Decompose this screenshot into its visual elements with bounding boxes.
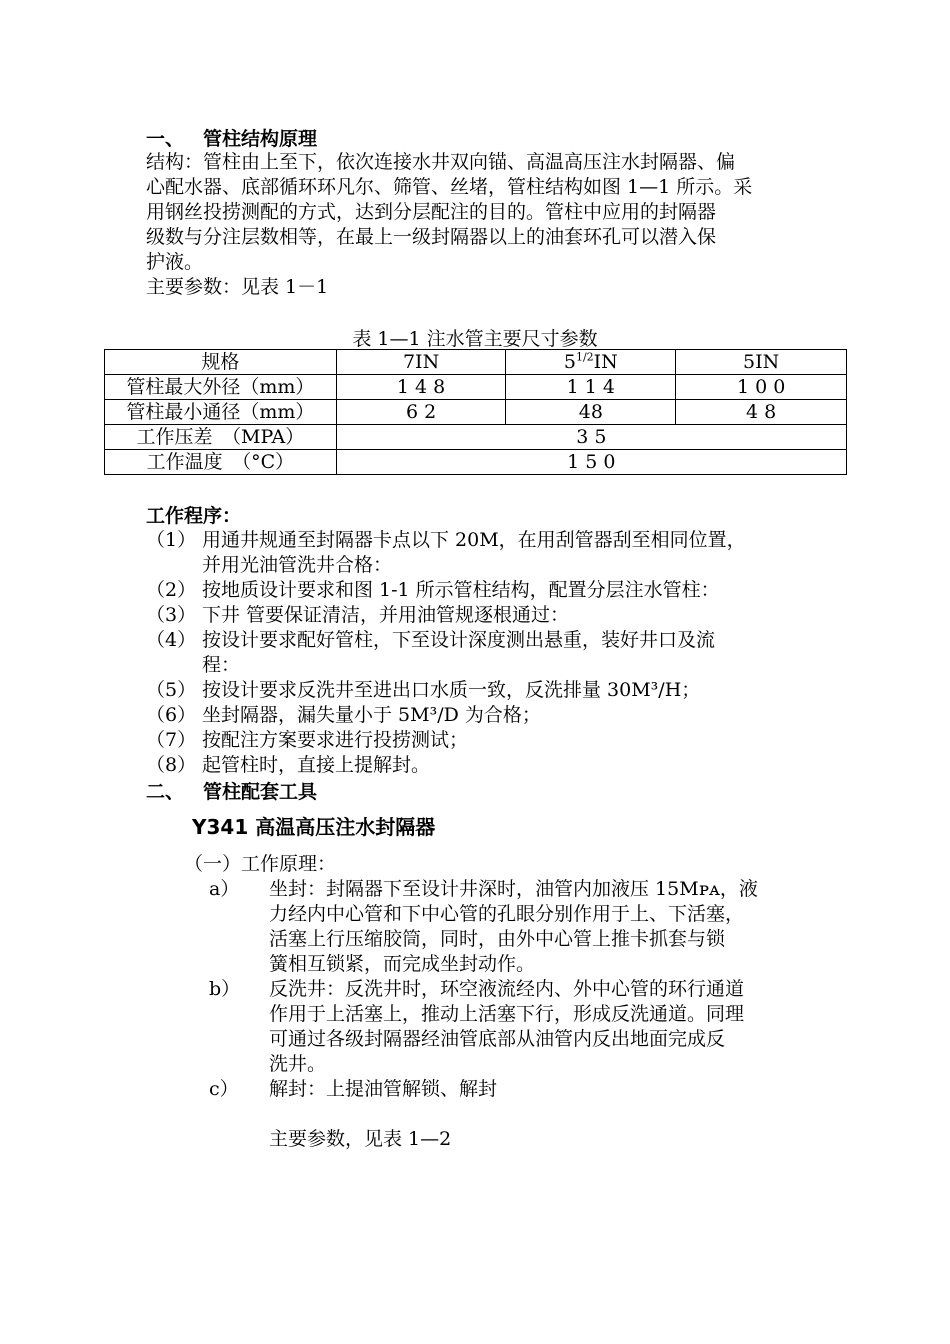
table-row	[105, 375, 847, 400]
procedure-step	[146, 628, 715, 653]
procedure-step	[146, 728, 468, 753]
step-text: 坐封隔器，漏失量小于 5M³/D 为合格；	[202, 704, 541, 726]
step-text: 按设计要求配好管柱，下至设计深度测出悬重，装好井口及流	[202, 629, 716, 651]
item-text	[269, 977, 821, 1077]
procedure-step	[146, 578, 720, 603]
item-line: 反洗井：反洗井时，环空液流经内、外中心管的环行通道	[269, 978, 745, 1000]
section-2-number: 二、	[146, 781, 185, 803]
header-5-base: 5	[563, 351, 576, 373]
step-text: 下井 管要保证清洁，并用油管规逐根通过：	[202, 604, 570, 626]
tool-title: Y341 高温高压注水封隔器	[192, 815, 436, 839]
procedure-step	[146, 678, 700, 703]
structure-line: 结构：管柱由上至下，依次连接水井双向锚、高温高压注水封隔器、偏	[146, 151, 736, 173]
table-header-cell: 5IN	[676, 350, 847, 375]
table-row	[105, 425, 847, 450]
procedure-step	[146, 603, 569, 628]
section-1-heading	[0, 124, 950, 150]
table-row	[105, 400, 847, 425]
procedure-step	[146, 703, 541, 728]
item-text	[269, 877, 821, 977]
step-text: 按地质设计要求和图 1-1 所示管柱结构，配置分层注水管柱：	[202, 579, 720, 601]
step-text: 起管柱时，直接上提解封。	[202, 754, 431, 776]
table-cell: 1 0 0	[676, 375, 847, 400]
item-line: 簧相互锁紧，而完成坐封动作。	[269, 953, 536, 975]
step-text: 按配注方案要求进行投捞测试；	[202, 729, 469, 751]
tool-params: 主要参数，见表 1—2	[269, 1128, 452, 1150]
table-cell: 1 1 4	[506, 375, 676, 400]
principle-heading: （一）工作原理：	[184, 853, 337, 875]
procedure-title: 工作程序：	[146, 505, 242, 527]
table-cell: 48	[506, 400, 676, 425]
table-header-cell	[506, 350, 676, 375]
section-1-title: 管柱结构原理	[203, 128, 318, 150]
table-cell: 工作压差 （MPA）	[105, 425, 337, 450]
structure-line: 用钢丝投捞测配的方式，达到分层配注的目的。管柱中应用的封隔器	[146, 201, 717, 223]
spec-table	[104, 349, 847, 475]
item-line: 坐封：封隔器下至设计井深时，油管内加液压 15Mᴘᴀ，液	[269, 878, 758, 900]
header-5-sup: 1/2	[575, 350, 594, 364]
structure-line: 护液。	[146, 251, 204, 273]
section-2-title: 管柱配套工具	[203, 781, 318, 803]
item-line: 解封：上提油管解锁、解封	[269, 1078, 498, 1100]
table-cell-merged: 1 5 0	[336, 450, 846, 475]
procedure-step	[146, 753, 430, 778]
structure-params: 主要参数：见表 1－1	[146, 276, 329, 298]
table-cell: 管柱最小通径（mm）	[105, 400, 337, 425]
table-cell: 4 8	[676, 400, 847, 425]
step-number: （6）	[146, 704, 197, 726]
structure-paragraph	[146, 150, 818, 275]
step-number: （2）	[146, 579, 197, 601]
table-cell: 工作温度 （°C）	[105, 450, 337, 475]
structure-line: 级数与分注层数相等，在最上一级封隔器以上的油套环孔可以潜入保	[146, 226, 717, 248]
table-header-cell: 7IN	[336, 350, 506, 375]
section-2-heading	[0, 777, 950, 803]
table-cell: 1 4 8	[336, 375, 506, 400]
step-number: （5）	[146, 679, 197, 701]
step-text: 按设计要求反洗井至进出口水质一致，反洗排量 30M³/H；	[202, 679, 701, 701]
table-cell-merged: 3 5	[336, 425, 846, 450]
step-number: （7）	[146, 729, 197, 751]
procedure-step	[146, 528, 746, 553]
procedure-step-continued	[146, 553, 392, 578]
table-cell: 6 2	[336, 400, 506, 425]
step-number: （3）	[146, 604, 197, 626]
item-line: 活塞上行压缩胶筒，同时，由外中心管上推卡抓套与锁	[269, 928, 726, 950]
step-number: （8）	[146, 754, 197, 776]
step-number: （1）	[146, 529, 197, 551]
section-1-number: 一、	[146, 128, 185, 150]
step-text: 用通井规通至封隔器卡点以下 20M，在用刮管器刮至相同位置，	[202, 529, 746, 551]
item-line: 作用于上活塞上，推动上活塞下行，形成反洗通道。同理	[269, 1003, 745, 1025]
item-text	[269, 1077, 821, 1102]
item-line: 可通过各级封隔器经油管底部从油管内反出地面完成反	[269, 1028, 726, 1050]
table-header-row	[105, 350, 847, 375]
item-line: 力经内中心管和下中心管的孔眼分别作用于上、下活塞，	[269, 903, 745, 925]
procedure-step-continued	[146, 653, 240, 678]
header-5-tail: IN	[593, 351, 618, 373]
table-cell: 管柱最大外径（mm）	[105, 375, 337, 400]
step-text: 并用光油管洗井合格：	[202, 554, 393, 576]
item-line: 洗井。	[269, 1053, 327, 1075]
item-label: c）	[209, 1078, 239, 1100]
item-label: b）	[209, 978, 241, 1000]
step-number: （4）	[146, 629, 197, 651]
item-label: a）	[209, 878, 240, 900]
structure-line: 心配水器、底部循环环凡尔、筛管、丝堵，管柱结构如图 1—1 所示。采	[146, 176, 753, 198]
table-header-cell: 规格	[105, 350, 337, 375]
table-row	[105, 450, 847, 475]
step-text: 程：	[202, 654, 241, 676]
table-caption: 表 1—1 注水管主要尺寸参数	[352, 328, 598, 350]
